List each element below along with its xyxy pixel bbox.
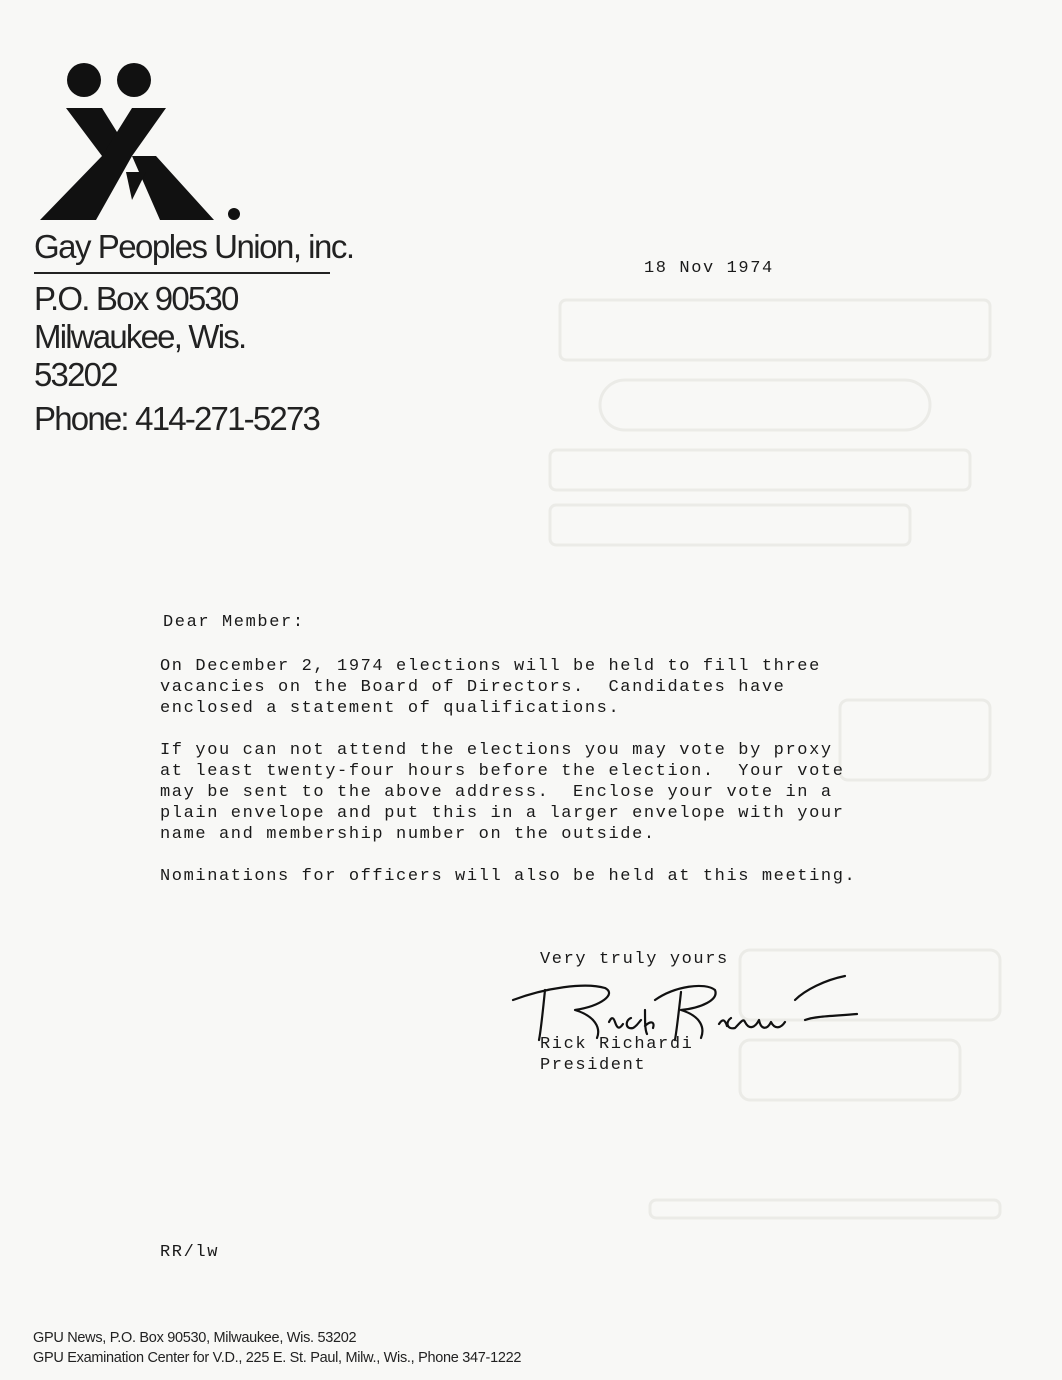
- paragraph-elections: On December 2, 1974 elections will be held to fill three vacancies on the Board of Directors. Candidates have enclosed a statement of qualifications.: [160, 657, 821, 718]
- signer-title: President: [540, 1056, 647, 1075]
- letterhead-rule: [34, 272, 330, 274]
- letter-date: 18 Nov 1974: [644, 259, 774, 278]
- typist-initials: RR/lw: [160, 1243, 220, 1262]
- signer-name: Rick Richardi: [540, 1035, 694, 1054]
- phone-number: Phone: 414-271-5273: [34, 400, 320, 437]
- address-city: Milwaukee, Wis.: [34, 318, 246, 355]
- closing: Very truly yours: [540, 950, 729, 969]
- footer-line-news: GPU News, P.O. Box 90530, Milwaukee, Wis. 53202: [33, 1330, 357, 1346]
- salutation: Dear Member:: [163, 613, 305, 632]
- paragraph-nominations: Nominations for officers will also be held at this meeting.: [160, 867, 857, 886]
- paragraph-proxy-vote: If you can not attend the elections you may vote by proxy at least twenty-four hours before the election. Your vote may be sent to the above address. Enclose your vote in a plain envelope and put this in a larger envelope with your name and membership number on the outside.: [160, 741, 845, 844]
- address-zip: 53202: [34, 356, 117, 393]
- gpu-logo-icon: [36, 60, 246, 230]
- address-po-box: P.O. Box 90530: [34, 280, 238, 317]
- organization-name: Gay Peoples Union, inc.: [34, 228, 354, 265]
- footer-line-exam-center: GPU Examination Center for V.D., 225 E. St. Paul, Milw., Wis., Phone 347-1222: [33, 1350, 522, 1366]
